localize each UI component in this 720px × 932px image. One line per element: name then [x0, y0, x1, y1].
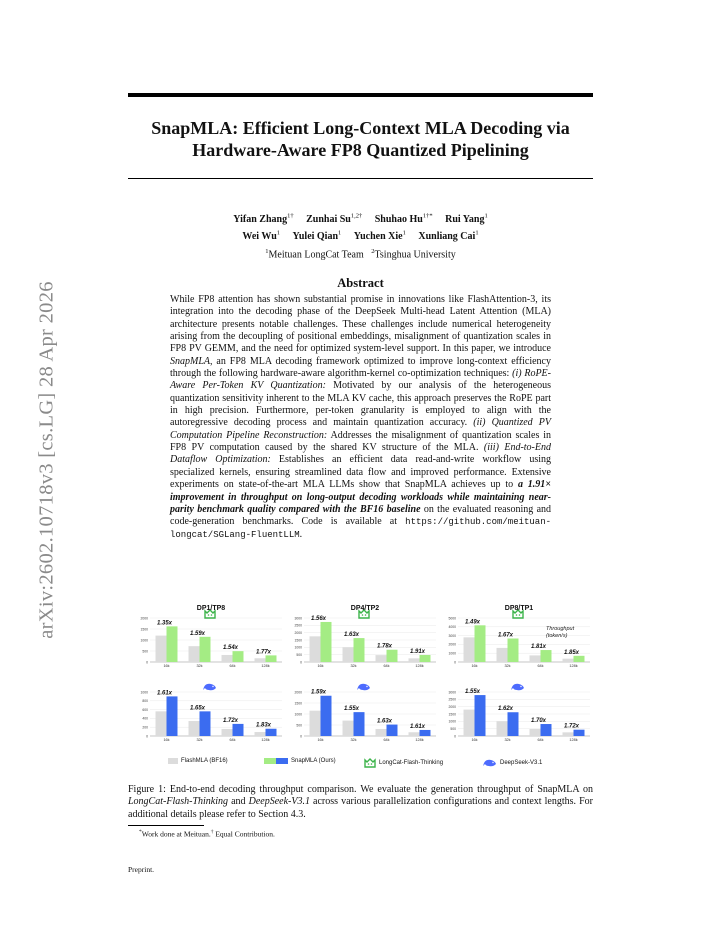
x-tick-label: 128k [415, 738, 424, 742]
y-tick-label: 2000 [294, 690, 302, 695]
author: Wei Wu$^1$ [242, 229, 281, 242]
author: Shuhao $Hu^{1\dagger*}$ [374, 213, 433, 226]
y-tick-label: 1000 [448, 651, 456, 656]
speedup-label: 1.78x [376, 643, 393, 650]
bar-baseline [563, 732, 574, 736]
bar-baseline [189, 646, 200, 662]
bar-chart [290, 680, 440, 746]
speedup-label: 1.72x [222, 717, 239, 724]
speedup-label: 1.55x [343, 706, 360, 713]
y-tick-label: 1000 [294, 645, 302, 650]
x-tick-label: 128k [261, 664, 270, 668]
y-tick-label: 1000 [140, 690, 148, 695]
y-tick-label: 500 [296, 652, 302, 657]
bar-baseline [563, 659, 574, 662]
bar-chart [290, 606, 440, 672]
speedup-label: 1.61x [409, 723, 426, 730]
x-tick-label: 128k [569, 738, 578, 742]
title-bottom-rule [128, 178, 593, 179]
x-tick-label: 64k [537, 664, 544, 668]
bar-baseline [530, 655, 541, 662]
x-tick-label: 16k [471, 738, 478, 742]
y-tick-label: 0 [146, 660, 148, 665]
affiliation: Meituan LongCat Team [268, 249, 364, 261]
x-tick-label: 32k [196, 664, 203, 668]
speedup-label: 1.85x [563, 649, 580, 656]
y-tick-label: 5000 [448, 616, 456, 621]
speedup-label: 1.67x [497, 632, 514, 639]
x-tick-label: 32k [350, 738, 357, 742]
panel-title: DP1/TP8 [196, 605, 226, 612]
author-line-2 [128, 226, 593, 242]
bar-snapmla [541, 724, 552, 736]
bar-chart [136, 606, 286, 672]
paper-title: SnapMLA: Efficient Long-Context MLA Decoding via Hardware-Aware FP8 Quantized Pipelining [151, 118, 570, 160]
deepseek-whale-icon [203, 684, 216, 690]
bar-snapmla [233, 724, 244, 736]
y-tick-label: 600 [142, 707, 148, 712]
figure-legend [128, 758, 593, 770]
bar-baseline [530, 729, 541, 736]
y-tick-label: 1500 [294, 701, 302, 706]
bar-chart [444, 680, 594, 746]
speedup-label: 1.49x [464, 619, 481, 626]
affiliation: Tsinghua University [374, 249, 456, 261]
bar-snapmla [167, 696, 178, 736]
bar-baseline [409, 732, 420, 736]
chart-panel-1 [136, 606, 286, 672]
legend-deepseek: DeepSeek-V3.1 [483, 758, 542, 768]
bar-snapmla [233, 651, 244, 662]
bar-snapmla [200, 637, 211, 662]
y-tick-label: 1000 [448, 719, 456, 724]
speedup-label: 1.55x [464, 689, 481, 696]
y-tick-label: 200 [142, 725, 148, 730]
bar-snapmla [321, 696, 332, 736]
x-tick-label: 128k [415, 664, 424, 668]
bar-snapmla [475, 625, 486, 662]
panel-title: DP8/TP1 [504, 605, 534, 612]
y-tick-label: 3000 [448, 690, 456, 695]
affiliations: $^1$Meituan LongCat Team $^2$Tsinghua University [265, 248, 456, 261]
speedup-label: 1.63x [343, 632, 360, 639]
bar-baseline [222, 729, 233, 736]
y-tick-label: 2000 [294, 630, 302, 635]
chart-panel-6 [444, 680, 594, 746]
throughput-note: Throughput (token/s) [546, 626, 575, 639]
bar-snapmla [200, 711, 211, 736]
speedup-label: 1.59x [189, 630, 206, 637]
x-tick-label: 32k [504, 664, 511, 668]
y-tick-label: 1500 [140, 627, 148, 632]
bar-baseline [464, 637, 475, 662]
figure-caption: Figure 1: End-to-end decoding throughput comparison. We evaluate the generation throughput of SnapMLA on LongCat-Flash-Thinking and DeepSeek-V3.1 across various parallelization configurations and context lengths. For additional details please refer to Section 4.3. [128, 784, 593, 820]
x-tick-label: 64k [383, 738, 390, 742]
longcat-logo-icon [364, 758, 376, 768]
legend-swatch-green [264, 758, 276, 764]
y-tick-label: 1000 [294, 712, 302, 717]
bar-snapmla [354, 638, 365, 662]
bar-baseline [255, 658, 266, 662]
footnote-rule [128, 825, 204, 826]
x-tick-label: 128k [569, 664, 578, 668]
bar-snapmla [508, 712, 519, 736]
bar-snapmla [574, 656, 585, 662]
x-tick-label: 32k [504, 738, 511, 742]
bar-baseline [497, 721, 508, 736]
bar-snapmla [266, 655, 277, 662]
legend-swatch-blue [276, 758, 288, 764]
bar-snapmla [541, 650, 552, 662]
y-tick-label: 500 [142, 649, 148, 654]
bar-snapmla [387, 725, 398, 736]
x-tick-label: 64k [383, 664, 390, 668]
y-tick-label: 2000 [448, 704, 456, 709]
y-tick-label: 0 [300, 660, 302, 665]
panel-title: DP4/TP2 [350, 605, 380, 612]
deepseek-whale-icon [511, 684, 524, 690]
author: Rui Yang$^1$ [445, 213, 488, 226]
y-tick-label: 500 [450, 726, 456, 731]
x-tick-label: 16k [317, 664, 324, 668]
speedup-label: 1.59x [310, 689, 327, 696]
speedup-label: 1.63x [376, 718, 393, 725]
x-tick-label: 64k [229, 664, 236, 668]
x-tick-label: 16k [163, 738, 170, 742]
bar-baseline [376, 655, 387, 662]
author-line-1 [128, 210, 593, 226]
bar-snapmla [167, 626, 178, 662]
author-list [128, 210, 593, 243]
y-tick-label: 3000 [448, 633, 456, 638]
speedup-label: 1.81x [530, 644, 547, 651]
bar-baseline [189, 721, 200, 736]
preprint-label: Preprint. [128, 865, 155, 874]
bar-snapmla [266, 729, 277, 736]
author: Zunhai $Su^{1,2\dagger}$ [306, 213, 363, 226]
figure-1 [128, 606, 593, 770]
bar-snapmla [508, 639, 519, 662]
legend-swatch-gray [168, 758, 178, 764]
speedup-label: 1.77x [255, 649, 272, 656]
speedup-label: 1.72x [563, 723, 580, 730]
bar-baseline [376, 729, 387, 736]
x-tick-label: 128k [261, 738, 270, 742]
legend-snapmla: SnapMLA (Ours) [264, 758, 336, 764]
bar-snapmla [475, 695, 486, 736]
author: Xunliang Cai$^1$ [418, 229, 479, 242]
title-top-rule [128, 93, 593, 97]
bar-snapmla [574, 730, 585, 736]
bar-baseline [222, 655, 233, 662]
chart-panel-2 [290, 606, 440, 672]
y-tick-label: 2500 [294, 623, 302, 628]
bar-baseline [310, 636, 321, 662]
x-tick-label: 16k [317, 738, 324, 742]
bar-snapmla [420, 655, 431, 662]
y-tick-label: 4000 [448, 625, 456, 630]
y-tick-label: 0 [300, 734, 302, 739]
legend-flashmla: FlashMLA (BF16) [168, 758, 228, 764]
y-tick-label: 1500 [294, 638, 302, 643]
bar-baseline [255, 732, 266, 736]
y-tick-label: 2500 [448, 697, 456, 702]
legend-longcat: LongCat-Flash-Thinking [364, 758, 443, 768]
speedup-label: 1.65x [189, 705, 206, 712]
chart-panel-5 [290, 680, 440, 746]
speedup-label: 1.91x [409, 648, 426, 655]
y-tick-label: 800 [142, 699, 148, 704]
bar-baseline [310, 711, 321, 736]
x-tick-label: 32k [350, 664, 357, 668]
code-url[interactable]: https://github.com/meituan-longcat/SGLang-FluentLLM [170, 517, 551, 540]
y-tick-label: 2000 [448, 642, 456, 647]
speedup-label: 1.62x [497, 706, 514, 713]
bar-baseline [409, 658, 420, 662]
x-tick-label: 16k [471, 664, 478, 668]
footnote: *Work done at Meituan.† Equal Contribution. [139, 829, 275, 839]
speedup-label: 1.35x [156, 620, 173, 627]
bar-baseline [497, 648, 508, 662]
bar-baseline [156, 711, 167, 736]
bar-snapmla [387, 650, 398, 662]
chart-panel-4 [136, 680, 286, 746]
x-tick-label: 32k [196, 738, 203, 742]
bar-baseline [343, 647, 354, 662]
y-tick-label: 0 [146, 734, 148, 739]
y-tick-label: 1000 [140, 638, 148, 643]
y-tick-label: 2000 [140, 616, 148, 621]
y-tick-label: 1500 [448, 712, 456, 717]
bar-baseline [464, 710, 475, 736]
deepseek-whale-icon [483, 758, 497, 768]
speedup-label: 1.83x [255, 722, 272, 729]
bar-snapmla [321, 622, 332, 662]
y-tick-label: 0 [454, 660, 456, 665]
author: Yuchen Xie$^1$ [353, 229, 406, 242]
y-tick-label: 0 [454, 734, 456, 739]
deepseek-whale-icon [357, 684, 370, 690]
abstract-body: While FP8 attention has shown substantial promise in innovations like FlashAttention-3, its integration into the decoding phase of the DeepSeek Multi-head Latent Attention (MLA) architecture presents notable challenges. These challenges include numerical heterogeneity arising from the decoupling of positional embeddings, misalignment of quantization scales in FP8 PV GEMM, and the need for optimized system-level support. In this paper, we introduce SnapMLA, an FP8 MLA decoding framework optimized to improve long-context efficiency through the following hardware-aware algorithm-kernel co-optimization techniques: (i) RoPE-Aware Per-Token KV Quantization: Motivated by our analysis of the heterogeneous quantization sensitivity inherent to the MLA KV cache, this approach preserves the RoPE part in high precision. Furthermore, per-token granularity is employed to align with the autoregressive decoding process and maintain quantization accuracy. (ii) Quantized PV Computation Pipeline Reconstruction: Addresses the misalignment of quantization scales in FP8 PV computation caused by the shared KV structure of the MLA. (iii) End-to-End Dataflow Optimization: Establishes an efficient data read-and-write workflow using specialized kernels, ensuring streamlined data flow and improved performance. Extensive experiments on state-of-the-art MLA LLMs show that SnapMLA achieves up to a 1.91× improvement in throughput on long-output decoding workloads while maintaining near-parity benchmark quality compared with the BF16 baseline on the evaluated reasoning and code-generation benchmarks. Code is available at https://github.com/meituan-longcat/SGLang-FluentLLM. [170, 294, 552, 540]
speedup-label: 1.61x [156, 690, 173, 697]
bar-snapmla [420, 730, 431, 736]
speedup-label: 1.70x [530, 718, 547, 725]
y-tick-label: 500 [296, 723, 302, 728]
author: Yifan Zhang$^{1\dagger}$ [233, 213, 294, 226]
bar-chart [136, 680, 286, 746]
x-tick-label: 64k [229, 738, 236, 742]
arxiv-identifier: arXiv:2602.10718v3 [cs.LG] 28 Apr 2026 [35, 281, 58, 639]
bar-baseline [343, 721, 354, 736]
speedup-label: 1.54x [222, 645, 239, 652]
bar-baseline [156, 636, 167, 662]
x-tick-label: 16k [163, 664, 170, 668]
x-tick-label: 64k [537, 738, 544, 742]
y-tick-label: 3000 [294, 616, 302, 621]
bar-snapmla [354, 712, 365, 736]
y-tick-label: 400 [142, 716, 148, 721]
author: Yulei Qian$^1$ [292, 229, 342, 242]
speedup-label: 1.56x [310, 615, 327, 622]
abstract-heading: Abstract [337, 276, 384, 290]
